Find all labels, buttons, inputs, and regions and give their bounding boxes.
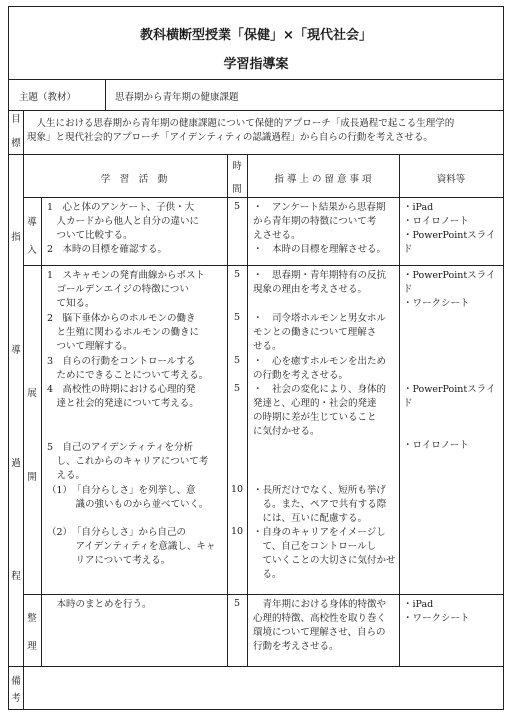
intro-activity-line: 1 心と体のアンケート、子供・大 [47,202,195,213]
dev-note-line: ていくことの大切さに気付かせ [253,555,396,566]
dev-note-line: る。また、ペアで共有する際 [253,499,387,510]
summary-materials [403,598,503,626]
intro-note-line: えさせる。 [253,230,301,241]
dev-note-line: の時期に差が生じていること [253,412,377,423]
dev-activity-line: と生殖に関わるホルモンの働きに [47,327,200,338]
dev-item-4-notes [253,383,398,439]
header-activity: 学 習 活 動 [100,174,168,185]
dev-activity-line: て知る。 [47,298,95,309]
summary-note-line: 青年期における身体的特徴や [253,599,387,610]
divider [227,154,228,666]
goal-text [27,117,499,145]
dev-note-line: に気付かせる。 [253,426,320,437]
goal-row [9,110,503,155]
dev-activity-line: （2） 「自分らしさ」から自己の [47,527,187,538]
goal-label-char-2: 標 [11,138,21,149]
dev-note-line: の行動を考えさせる。 [253,370,349,381]
intro-material-item: ・PowerPointスライド [403,230,496,255]
header-materials: 資料等 [436,174,466,185]
title-box [9,7,503,80]
dev-material-item: ・ロイロノート [403,440,469,451]
dev-activity-line: 5 自己のアイデンティティを分析 [47,442,193,453]
dev-item-1-time: 5 [233,269,241,280]
divider [399,154,400,666]
theme-row [9,79,503,111]
intro-materials [403,201,503,257]
dev-note-line: ・自身のキャリアをイメージし [253,527,386,538]
dev-item-5-2-time: 10 [230,526,244,537]
intro-activity-line: 2 本時の目標を確認する。 [47,244,168,255]
summary-material-item: ・iPad [403,599,434,610]
group-label-char: 導 [11,345,21,356]
dev-activity-line: 4 高校性の時期における心理的発 [47,384,196,395]
page-title: 教科横断型授業「保健」×「現代社会」 [140,28,372,43]
summary-note-line: 心理的特徴、高校性を取り巻く [253,613,387,624]
group-label-char: 指 [11,232,21,243]
dev-item-5-1-notes [253,484,398,526]
dev-note-line: ・ 心を癒すホルモンを出ため [253,356,387,367]
phase-label-intro: 入 [27,245,37,256]
dev-item-5-materials [403,439,503,453]
dev-item-5-activity [47,441,225,483]
dev-item-5-2-notes [253,526,398,582]
phase-label-summary: 理 [27,641,37,652]
dev-activity-line: （1） 「自分らしさ」を列挙し、意 [47,485,196,496]
dev-note-line: ・ 社会の変化により、身体的 [253,384,387,395]
dev-note-line: 現象の理由を考えさせる。 [253,284,368,295]
divider [23,594,503,595]
dev-note-line: には、互いに配慮する。 [253,513,368,524]
dev-activity-line: 3 自らの行動をコントロールする [47,356,196,367]
dev-note-line: せる。 [253,341,282,352]
dev-activity-line: し、これからのキャリアについて考 [47,456,209,467]
dev-item-2-time: 5 [233,312,241,323]
dev-activity-line: 識の強いものから並べていく。 [47,499,209,510]
dev-item-1-activity [47,269,225,311]
dev-item-1-notes [253,269,398,297]
summary-activity [47,598,225,612]
dev-item-2-activity [47,312,225,354]
header-notes: 指 導 上 の 留 意 事 項 [274,174,372,185]
phase-label-summary: 整 [27,613,37,624]
intro-activity-line: ついて比較する。 [47,230,133,241]
intro-material-item: ・iPad [403,202,434,213]
dev-material-item: ・ワークシート [403,298,470,309]
intro-material-item: ・ロイロノート [403,216,469,227]
theme-label: 主題（教材） [19,92,77,103]
dev-activity-line: ゴールデンエイジの特徴につい [47,284,189,295]
dev-activity-line: 1 スキャモンの発育曲線からポスト [47,270,206,281]
dev-activity-line: リアについて考える。 [47,555,171,566]
goal-label-char-1: 目 [11,114,21,125]
dev-material-item: ・PowerPointスライド [403,270,496,295]
dev-item-3-time: 5 [233,355,241,366]
intro-note-line: から青年期の特徴について考 [253,216,377,227]
divider [9,666,503,667]
dev-item-4-time: 5 [233,383,241,394]
summary-note-line: 環境について理解させ、自らの [253,627,386,638]
page-subtitle: 学習指導案 [223,57,289,72]
dev-item-2-notes [253,312,398,354]
dev-item-5-2-activity [47,526,225,568]
dev-item-1-materials [403,269,503,311]
dev-material-item: ・PowerPointスライド [403,384,496,409]
dev-note-line: て、自己をコントロールし [253,541,377,552]
group-label-char: 程 [11,571,21,582]
header-time-char-2: 間 [232,184,242,195]
summary-notes [253,598,398,654]
dev-note-line: ・ 思春期・青年期特有の反抗 [253,270,387,281]
dev-note-line: ・長所だけでなく、短所も挙げ [253,485,386,496]
goal-label [9,110,24,154]
theme-value: 思春期から青年期の健康課題 [115,92,239,103]
summary-note-line: 行動を考えさせる。 [253,641,339,652]
summary-material-item: ・ワークシート [403,613,470,624]
dev-item-4-materials [403,383,503,411]
summary-time: 5 [233,598,241,609]
dev-activity-line: ためにできることについて考える。 [47,370,209,381]
phase-label-intro: 導 [27,217,37,228]
divider [23,265,503,266]
dev-activity-line: ついて理解する。 [47,341,133,352]
intro-note-line: ・ アンケート結果から思春期 [253,202,386,213]
divider [41,197,42,666]
dev-note-line: モンとの働きについて理解さ [253,327,377,338]
group-label-char: 過 [11,458,21,469]
dev-note-line: る。 [253,569,282,580]
intro-activity-line: 人カードから他人と自分の違いに [47,216,200,227]
intro-notes [253,201,398,257]
divider [105,79,106,110]
header-time-char-1: 時 [232,161,242,172]
divider [247,154,248,666]
intro-time: 5 [233,201,241,212]
goal-line: 人生における思春期から青年期の健康課題について保健的アプローチ「成長過程で起こる生理学的 [27,118,455,129]
dev-note-line: 発達と、心理的・社会的発達 [253,398,377,409]
goal-line: 現象」と現代社会的アプローチ「アイデンティティの認識過程」から自らの行動を考えさせる。 [27,132,433,143]
dev-activity-line: える。 [47,470,86,481]
divider [23,154,24,666]
dev-item-3-activity [47,355,225,383]
intro-note-line: ・ 本時の目標を理解させる。 [253,244,387,255]
dev-activity-line: アイデンティティを意識し、キャ [47,541,216,552]
dev-item-3-notes [253,355,398,383]
remarks-label: 考 [11,693,21,704]
divider [23,197,503,198]
summary-activity-line: 本時のまとめを行う。 [47,599,152,610]
dev-activity-line: 2 脳下垂体からのホルモンの働き [47,313,196,324]
dev-item-5-1-activity [47,484,225,512]
phase-label-dev: 展 [27,388,37,399]
dev-note-line: ・ 司令塔ホルモンと男女ホル [253,313,387,324]
dev-activity-line: 達と社会的発達について考える。 [47,398,199,409]
phase-label-dev: 開 [27,472,37,483]
dev-item-5-1-time: 10 [230,484,244,495]
remarks-label: 備 [11,676,21,687]
intro-activity [47,201,225,257]
lesson-plan-page [8,6,504,710]
divider [23,666,24,710]
dev-item-4-activity [47,383,225,411]
